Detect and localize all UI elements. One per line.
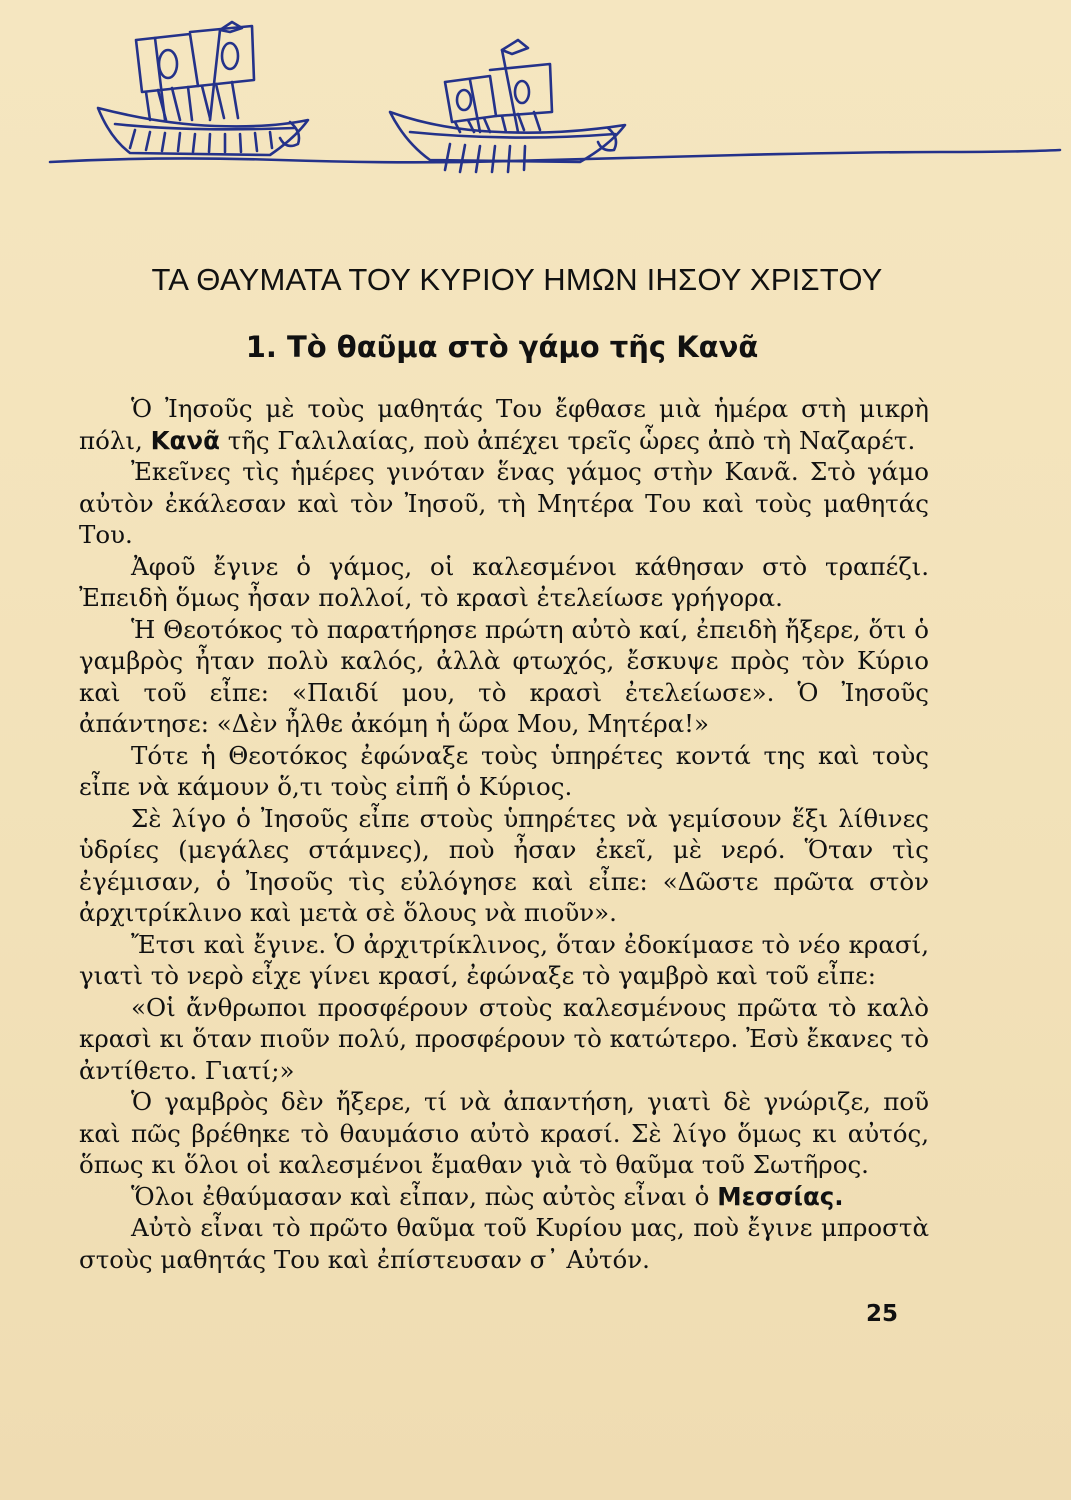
page-title: ΤΑ ΘΑΥΜΑΤΑ ΤΟΥ ΚΥΡΙΟΥ ΗΜΩΝ ΙΗΣΟΥ ΧΡΙΣΤΟΥ xyxy=(151,262,883,297)
paragraph: Ἐκεῖνες τὶς ἡμέρες γινόταν ἕνας γάμος στὴν Κανᾶ. Στὸ γάμο αὐτὸν ἐκάλεσαν καὶ τὸν Ἰησοῦ, τὴ Μητέρα Του καὶ τοὺς μαθητάς Του. xyxy=(79,457,929,549)
paragraph: Αὐτὸ εἶναι τὸ πρῶτο θαῦμα τοῦ Κυρίου μας, ποὺ ἔγινε μπροστὰ στοὺς μαθητάς Του καὶ ἐπίστευσαν σ᾽ Αὐτόν. xyxy=(79,1213,929,1274)
paragraph: Σὲ λίγο ὁ Ἰησοῦς εἶπε στοὺς ὑπηρέτες νὰ γεμίσουν ἕξι λίθινες ὑδρίες (μεγάλες στάμνες), ποὺ ἦσαν ἐκεῖ, μὲ νερό. Ὅταν τὶς ἐγέμισαν, ὁ Ἰησοῦς τὶς εὐλόγησε καὶ εἶπε: «Δῶστε πρῶτα στὸν ἀρχιτρίκλινο καὶ μετὰ σὲ ὅλους νὰ πιοῦν». xyxy=(79,803,929,927)
bold-term: Μεσσίας. xyxy=(717,1181,844,1211)
paragraph: Ὁ Ἰησοῦς μὲ τοὺς μαθητάς Του ἔφθασε μιὰ ἡμέρα στὴ μικρὴ πόλι, Κανᾶ τῆς Γαλιλαίας, ποὺ ἀπέχει τρεῖς ὧρες ἀπὸ τὴ Ναζαρέτ. xyxy=(79,394,929,455)
paragraph: Ἀφοῦ ἔγινε ὁ γάμος, οἱ καλεσμένοι κάθησαν στὸ τραπέζι. Ἐπειδὴ ὅμως ἦσαν πολλοί, τὸ κρασὶ ἐτελείωσε γρήγορα. xyxy=(79,551,929,612)
paragraph: Ἡ Θεοτόκος τὸ παρατήρησε πρώτη αὐτὸ καί, ἐπειδὴ ἤξερε, ὅτι ὁ γαμβρὸς ἦταν πολὺ καλός, ἀλλὰ φτωχός, ἔσκυψε πρὸς τὸν Κύριο καὶ τοῦ εἶπε: «Παιδί μου, τὸ κρασὶ ἐτελείωσε». Ὁ Ἰησοῦς ἀπάντησε: «Δὲν ἦλθε ἀκόμη ἡ ὥρα Μου, Μητέρα!» xyxy=(79,614,929,738)
quote-paragraph: «Οἱ ἄνθρωποι προσφέρουν στοὺς καλεσμένους πρῶτα τὸ καλὸ κρασὶ κι ὅταν πιοῦν πολύ, προσφέρουν τὸ κατώτερο. Ἐσὺ ἔκανες τὸ ἀντίθετο. Γιατί;» xyxy=(79,992,929,1085)
story-text xyxy=(79,393,929,1275)
ships-drawing xyxy=(40,20,1071,190)
paragraph: Ὁ γαμβρὸς δὲν ἤξερε, τί νὰ ἀπαντήση, γιατὶ δὲ γνώριζε, ποῦ καὶ πῶς βρέθηκε τὸ θαυμάσιο αὐτὸ κρασί. Σὲ λίγο ὅμως κι αὐτός, ὅπως κι ὅλοι οἱ καλεσμένοι ἔμαθαν γιὰ τὸ θαῦμα τοῦ Σωτῆρος. xyxy=(79,1087,929,1179)
paragraph: Ἔτσι καὶ ἔγινε. Ὁ ἀρχιτρίκλινος, ὅταν ἐδοκίμασε τὸ νέο κρασί, γιατὶ τὸ νερὸ εἶχε γίνει κρασί, ἐφώναξε τὸ γαμβρὸ καὶ τοῦ εἶπε: xyxy=(79,929,929,990)
page-number: 25 xyxy=(866,1301,899,1327)
section-heading: 1. Τὸ θαῦμα στὸ γάμο τῆς Κανᾶ xyxy=(245,330,759,364)
paragraph: Τότε ἡ Θεοτόκος ἐφώναξε τοὺς ὑπηρέτες κοντά της καὶ τοὺς εἶπε νὰ κάμουν ὅ,τι τοὺς εἰπῆ ὁ Κύριος. xyxy=(79,740,929,801)
paragraph: Ὅλοι ἐθαύμασαν καὶ εἶπαν, πὼς αὐτὸς εἶναι ὁ Μεσσίας. xyxy=(131,1181,844,1211)
bold-term: Κανᾶ xyxy=(150,425,220,455)
